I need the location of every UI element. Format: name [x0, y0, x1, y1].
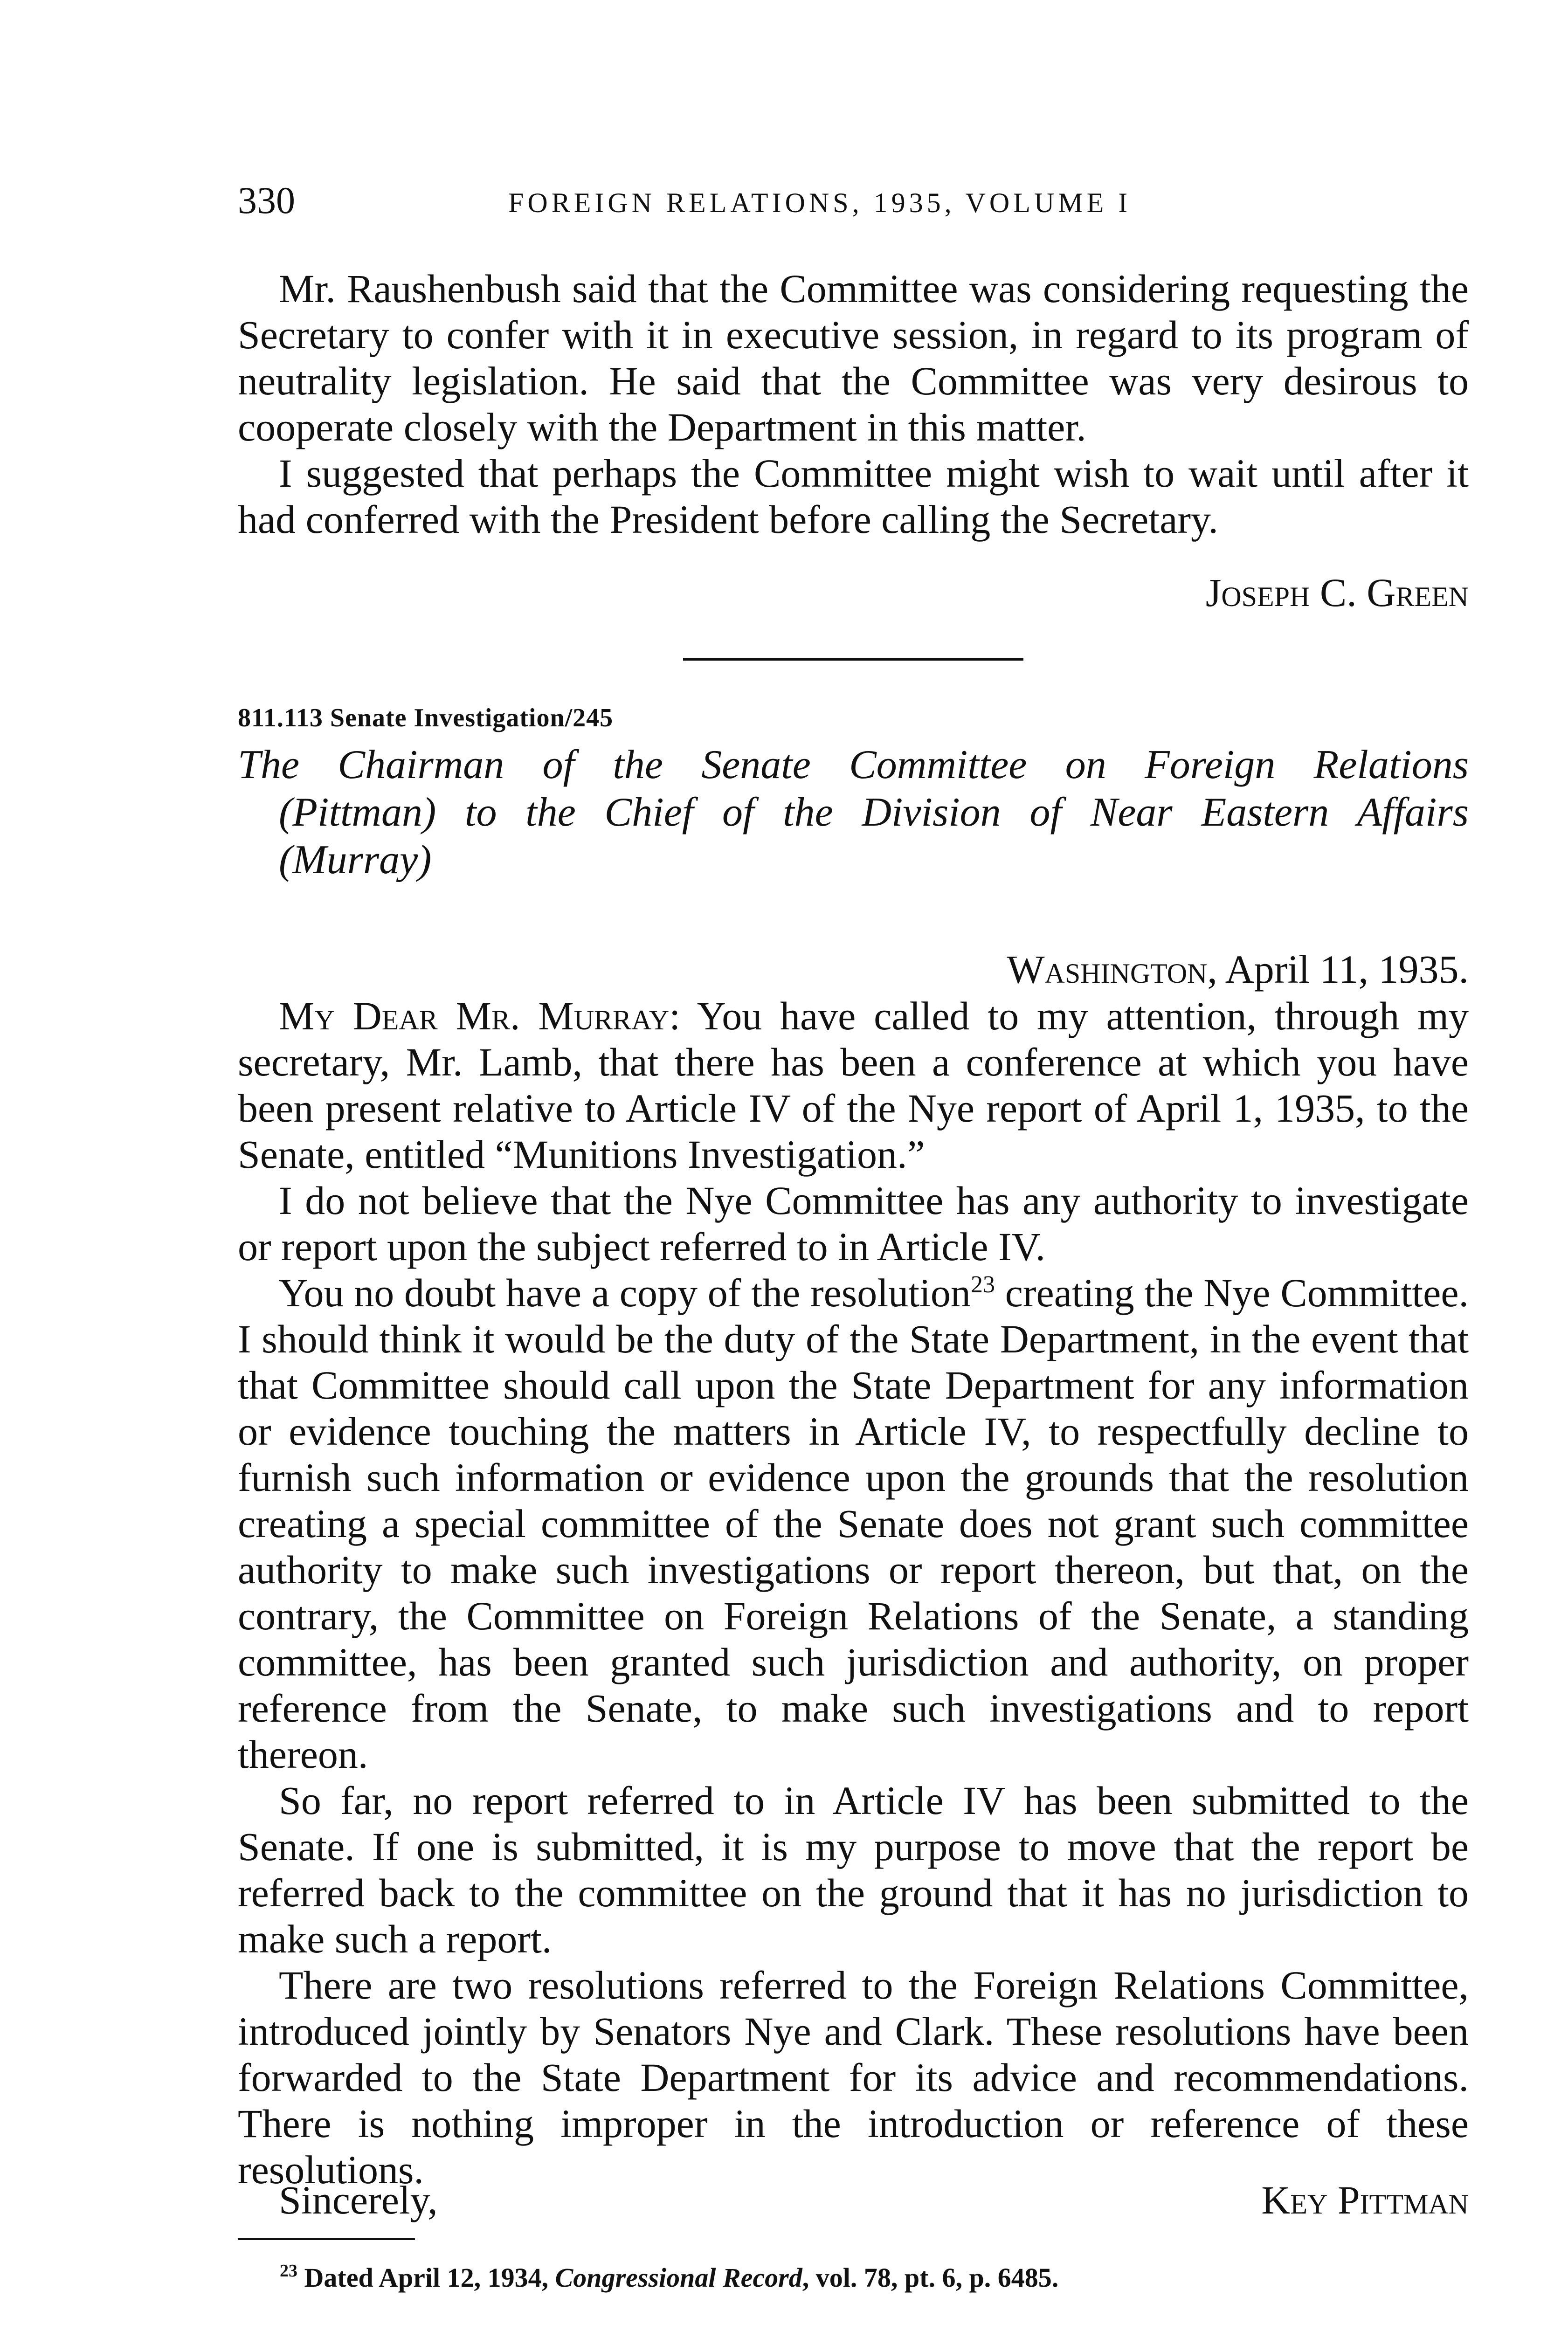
memo-signature: Joseph C. Green	[1205, 570, 1469, 615]
letter-paragraph: There are two resolutions referred to the Foreign Relations Committee, introduced jointly by Senators Nye and Clark. These resolutions have been forwarded to the State Department for its advice and recommendations. There is nothing improper in the introduction or reference of these resolutions.	[238, 1963, 1469, 2192]
dateline-date: , April 11, 1935.	[1207, 947, 1469, 992]
page-header	[238, 179, 1469, 221]
letter-signature: Key Pittman	[1261, 2178, 1469, 2222]
dateline	[238, 946, 1469, 993]
complimentary-close: Sincerely,	[279, 2178, 438, 2222]
title-line: (Pittman) to the Chief of the Division of Near Eastern Affairs	[279, 790, 1469, 835]
title-line: The Chairman of the Senate Committee on Foreign Relations	[238, 742, 1469, 787]
footnote-reference: 23	[970, 1271, 995, 1298]
section-divider	[683, 658, 1023, 661]
memo-body	[238, 266, 1469, 543]
file-reference: 811.113 Senate Investigation/245	[238, 703, 614, 732]
memo-paragraph: Mr. Raushenbush said that the Committee was considering requesting the Secretary to confer with it in executive session, in regard to its program of neutrality legislation. He said that the Committee was very desirous to cooperate closely with the Department in this matter.	[238, 266, 1469, 449]
salutation: My Dear Mr. Murray	[279, 993, 670, 1038]
footnote: $^{23}$ Dated April 12, 1934, Congressional Record, vol. 78, pt. 6, p. 6485.	[280, 2261, 1059, 2293]
document-title	[238, 741, 1469, 884]
letter-paragraph: I do not believe that the Nye Committee has any authority to investigate or report upon the subject referred to in Article IV.	[238, 1178, 1469, 1269]
running-title: FOREIGN RELATIONS, 1935, VOLUME I	[508, 187, 1132, 218]
title-line: (Murray)	[279, 837, 432, 883]
memo-paragraph: I suggested that perhaps the Committee might wish to wait until after it had conferred with the President before calling the Secretary.	[238, 451, 1469, 542]
footnote-source: Congressional Record	[555, 2262, 802, 2293]
page-number: 330	[238, 179, 295, 221]
dateline-place: Washington	[1007, 947, 1208, 992]
letter-closing	[238, 2177, 1469, 2223]
letter-paragraph: My Dear Mr. Murray: You have called to my attention, through my secretary, Mr. Lamb, that there has been a conference at which you have been present relative to Article IV of the Nye report of April 1, 1935, to the Senate, entitled “Munitions Investigation.”	[238, 993, 1469, 1177]
footnote-divider	[238, 2238, 415, 2240]
letter-paragraph: So far, no report referred to in Article IV has been submitted to the Senate. If one is submitted, it is my purpose to move that the report be referred back to the committee on the ground that it has no jurisdiction to make such a report.	[238, 1778, 1469, 1961]
letter-paragraph: You no doubt have a copy of the resolution$^{23}$ creating the Nye Committee. I should think it would be the duty of the State Department, in the event that that Committee should call upon the State Department for any information or evidence touching the matters in Article IV, to respectfully decline to furnish such information or evidence upon the grounds that the resolution creating a special committee of the Senate does not grant such committee authority to make such investigations or report thereon, but that, on the contrary, the Committee on Foreign Relations of the Senate, a standing committee, has been granted such jurisdiction and authority, on proper reference from the Senate, to make such investigations and to report thereon.	[238, 1270, 1469, 1777]
footnote-marker: 23	[280, 2261, 297, 2281]
letter-body	[238, 993, 1469, 2193]
